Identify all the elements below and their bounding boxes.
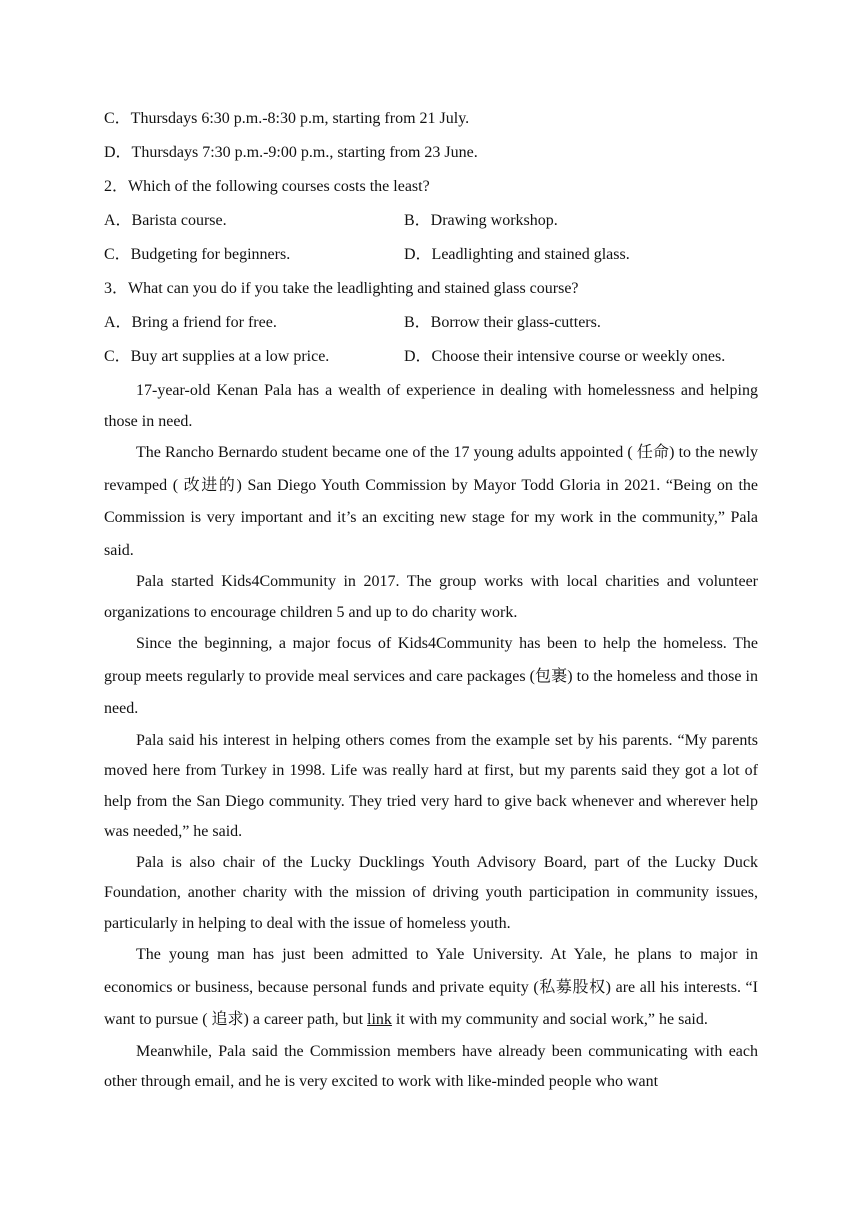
q2-option-b: B．Drawing workshop. bbox=[404, 212, 558, 229]
reading-passage bbox=[104, 376, 758, 1098]
passage-paragraph-7 bbox=[104, 939, 758, 1037]
q3-option-d: D．Choose their intensive course or weekly ones. bbox=[404, 348, 726, 365]
passage-paragraph-8: Meanwhile, Pala said the Commission members have already been communicating with each other through email, and he is very excited to work with like-minded people who want bbox=[104, 1042, 758, 1090]
q1-option-c: C．Thursdays 6:30 p.m.-8:30 p.m, starting from 21 July. bbox=[104, 110, 470, 127]
q2-options-row-1 bbox=[104, 204, 758, 238]
q3-option-b: B．Borrow their glass-cutters. bbox=[404, 314, 601, 331]
paragraph-7-text-start: The young man has just been admitted to Yale University. At Yale, he plans to major in economics or business, because personal funds and private equity (私募股权) are all his interests. “I want to pursue ( 追求) a career path, but bbox=[104, 946, 758, 1028]
passage-paragraph-5: Pala said his interest in helping others comes from the example set by his parents. “My parents moved here from Turkey in 1998. Life was really hard at first, but my parents said they got a lot of help from the San Diego community. They tried very hard to give back whenever and wherever help was needed,” he said. bbox=[104, 731, 758, 840]
q3-option-a: A．Bring a friend for free. bbox=[104, 314, 277, 331]
passage-paragraph-3: Pala started Kids4Community in 2017. The group works with local charities and volunteer organizations to encourage children 5 and up to do charity work. bbox=[104, 573, 758, 621]
q2-options-row-2 bbox=[104, 238, 758, 272]
underlined-word-link: link bbox=[367, 1011, 392, 1028]
q3-stem: 3．What can you do if you take the leadlighting and stained glass course? bbox=[104, 280, 579, 297]
q3-options-row-2 bbox=[104, 340, 758, 374]
passage-paragraph-6: Pala is also chair of the Lucky Ducklings Youth Advisory Board, part of the Lucky Duck Foundation, another charity with the mission of driving youth participation in community issues, particularly in helping to deal with the issue of homeless youth. bbox=[104, 853, 758, 932]
q3-options-row-1 bbox=[104, 306, 758, 340]
q2-option-d: D．Leadlighting and stained glass. bbox=[404, 246, 630, 263]
q2-option-a: A．Barista course. bbox=[104, 212, 227, 229]
q3-option-c: C．Buy art supplies at a low price. bbox=[104, 348, 330, 365]
paragraph-7-text-end: it with my community and social work,” he said. bbox=[391, 1011, 708, 1028]
q2-stem: 2．Which of the following courses costs the least? bbox=[104, 178, 430, 195]
document-page bbox=[104, 102, 758, 1098]
passage-paragraph-1: 17-year-old Kenan Pala has a wealth of experience in dealing with homelessness and helping those in need. bbox=[104, 382, 758, 430]
passage-paragraph-2: The Rancho Bernardo student became one of the 17 young adults appointed ( 任命) to the newly revamped ( 改进的) San Diego Youth Commission by Mayor Todd Gloria in 2021. “Being on the Commission is very important and it’s an exciting new stage for my work in the community,” Pala said. bbox=[104, 444, 758, 559]
q1-option-d: D．Thursdays 7:30 p.m.-9:00 p.m., starting from 23 June. bbox=[104, 144, 478, 161]
passage-paragraph-4: Since the beginning, a major focus of Kids4Community has been to help the homeless. The group meets regularly to provide meal services and care packages (包裹) to the homeless and those in need. bbox=[104, 635, 758, 717]
q2-option-c: C．Budgeting for beginners. bbox=[104, 246, 291, 263]
